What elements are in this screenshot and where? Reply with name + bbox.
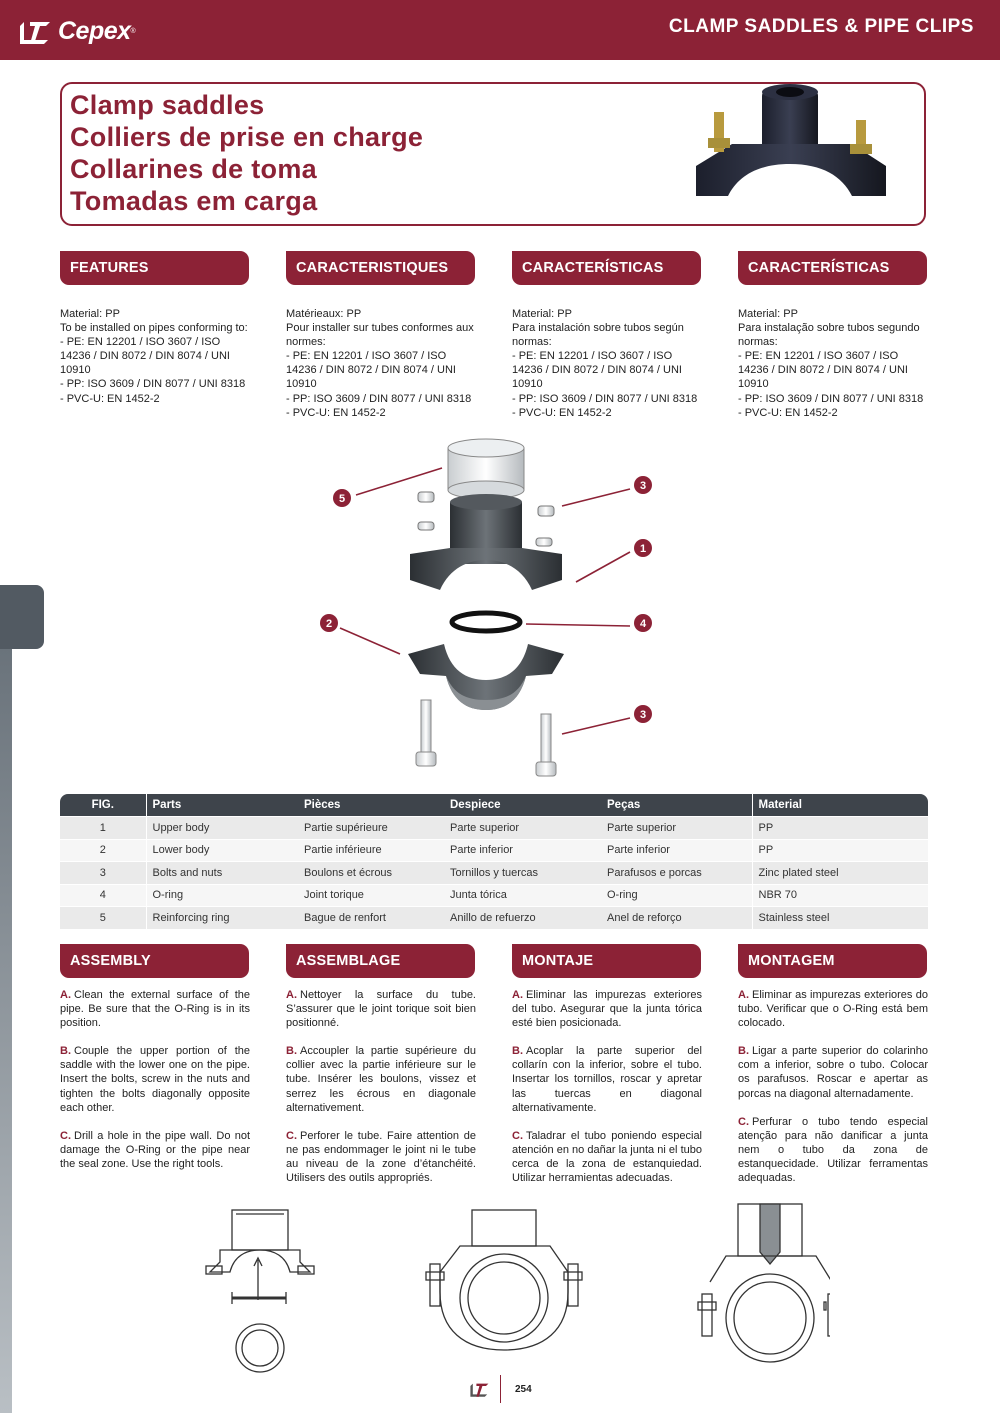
header-bar (0, 0, 1000, 60)
side-gradient-bar (0, 649, 12, 1413)
cell-part-es: Parte inferior (444, 839, 601, 862)
assembly-step-drawings (190, 1200, 830, 1380)
title-english: Clamp saddles (70, 90, 265, 120)
assembly-step-c (60, 1129, 250, 1171)
assembly-step-b (738, 1044, 928, 1100)
spec-line: - PE: EN 12201 / ISO 3607 / ISO 14236 / DIN 8072 / DIN 8074 / UNI 10910 (738, 350, 908, 391)
step-letter: B. (60, 1045, 71, 1058)
callout-3-lower (634, 705, 652, 723)
callout-label: 2 (325, 618, 333, 630)
step-text: Perfurar o tubo tendo especial atenção para não danificar a junta nem o tubo da zona de estanquecidade. Utilizar ferramentas adequadas. (738, 1115, 928, 1185)
spec-line: Para instalação sobre tubos segundo normas: (738, 322, 920, 349)
bolts (416, 700, 556, 776)
spec-line: Material: PP (60, 308, 120, 320)
assembly-heading-es: MONTAJE (512, 944, 701, 978)
callout-label: 3 (639, 480, 647, 492)
spec-line: Para instalación sobre tubos según normas: (512, 322, 684, 349)
step-text: Accoupler la partie supérieure du collier avec la partie inférieure sur le tube. Insérer les boulons, vissez et serrez les écrous en diagonale alternativement. (286, 1045, 476, 1114)
cell-fig: 1 (60, 817, 146, 840)
exploded-parts-diagram (300, 430, 700, 790)
cell-part-pt: Parte superior (601, 817, 752, 840)
title-portuguese: Tomadas em carga (70, 186, 318, 216)
table-row (60, 862, 928, 885)
title-spanish: Collarines de toma (70, 154, 317, 184)
cell-part-en: Lower body (146, 839, 298, 862)
col-header-material: Material (752, 794, 928, 817)
assembly-step-b (60, 1044, 250, 1114)
features-text-pt (738, 307, 928, 420)
cell-part-fr: Partie supérieure (298, 817, 444, 840)
col-header-pieces: Pièces (298, 794, 444, 817)
cell-part-fr: Bague de renfort (298, 907, 444, 929)
cell-part-es: Tornillos y tuercas (444, 862, 601, 885)
table-row (60, 839, 928, 862)
spec-line: Material: PP (738, 308, 798, 320)
spec-line: - PP: ISO 3609 / DIN 8077 / UNI 8318 (512, 392, 698, 405)
cell-material: PP (752, 817, 928, 840)
spec-line: Matérieaux: PP (286, 308, 362, 320)
assembly-text-fr (286, 988, 476, 1199)
title-french: Colliers de prise en charge (70, 122, 424, 152)
step-letter: A. (738, 989, 749, 1001)
assembly-heading-en: ASSEMBLY (60, 944, 249, 978)
features-text-es (512, 307, 702, 420)
title-box (60, 82, 926, 226)
assembly-heading-fr: ASSEMBLAGE (286, 944, 475, 978)
cell-material: PP (752, 839, 928, 862)
cell-material: NBR 70 (752, 884, 928, 907)
cell-part-en: Reinforcing ring (146, 907, 298, 929)
footer-divider (500, 1375, 501, 1403)
callout-label: 4 (639, 618, 647, 630)
brand-name: Cepex (58, 16, 131, 45)
callout-3-upper (634, 476, 652, 494)
cell-part-pt: Anel de reforço (601, 907, 752, 929)
assembly-step-a (286, 988, 476, 1030)
spec-line: - PP: ISO 3609 / DIN 8077 / UNI 8318 (286, 392, 472, 405)
cell-fig: 5 (60, 907, 146, 929)
callout-label: 5 (338, 493, 346, 505)
step-letter: C. (60, 1129, 71, 1142)
cell-part-en: Bolts and nuts (146, 862, 298, 885)
assembly-step-b (512, 1044, 702, 1114)
features-heading-pt: CARACTERÍSTICAS (738, 251, 927, 285)
cell-material: Zinc plated steel (752, 862, 928, 885)
col-header-pecas: Peças (601, 794, 752, 817)
callout-4 (634, 614, 652, 632)
spec-line: - PE: EN 12201 / ISO 3607 / ISO 14236 / DIN 8072 / DIN 8074 / UNI 10910 (60, 336, 230, 377)
assembly-step-a (738, 988, 928, 1030)
assembly-step-c (738, 1115, 928, 1185)
cell-part-fr: Joint torique (298, 884, 444, 907)
spec-line: - PVC-U: EN 1452-2 (60, 392, 160, 405)
assembly-step-b (286, 1044, 476, 1114)
assembly-step-a (512, 988, 702, 1030)
features-text-fr (286, 307, 476, 420)
spec-line: - PVC-U: EN 1452-2 (738, 406, 838, 419)
parts-table (60, 794, 928, 929)
step-text: Eliminar as impurezas exteriores do tubo. Verificar que o O-Ring está bem colocado. (738, 989, 928, 1030)
step-text: Acoplar la parte superior del collarín con la inferior, sobre el tubo. Insertar los tornillos, roscar y apretar las tuercas en diagonal alternativamente. (512, 1045, 702, 1114)
step-letter: B. (512, 1045, 523, 1058)
features-heading-fr: CARACTERISTIQUES (286, 251, 475, 285)
step-text: Couple the upper portion of the saddle with the lower one on the pipe. Insert the bolts, screw in the nuts and tighten the bolts diagonally opposite each other. (60, 1045, 250, 1114)
col-header-parts: Parts (146, 794, 298, 817)
spec-line: Pour installer sur tubes conformes aux normes: (286, 322, 474, 349)
step-c-drawing (698, 1204, 830, 1362)
step-b-drawing (426, 1210, 582, 1350)
step-a-drawing (206, 1210, 314, 1372)
step-text: Clean the external surface of the pipe. Be sure that the O-Ring is in its position. (60, 989, 250, 1030)
section-title: CLAMP SADDLES & PIPE CLIPS (668, 16, 974, 37)
assembly-step-c (512, 1129, 702, 1185)
cepex-logo (18, 16, 136, 46)
callout-label: 3 (639, 709, 647, 721)
step-text: Ligar a parte superior do colarinho com a inferior, sobre o tubo. Colocar os parafusos. Roscar e apertar as porcas na diagonal alternadamente. (738, 1045, 928, 1100)
callout-label: 1 (639, 543, 647, 555)
cell-fig: 4 (60, 884, 146, 907)
spec-line: - PE: EN 12201 / ISO 3607 / ISO 14236 / DIN 8072 / DIN 8074 / UNI 10910 (512, 350, 682, 391)
table-row (60, 817, 928, 840)
step-text: Eliminar las impurezas exteriores del tubo. Asegurar que la junta tórica esté bien posicionada. (512, 989, 702, 1030)
assembly-heading-pt: MONTAGEM (738, 944, 927, 978)
spec-line: Material: PP (512, 308, 572, 320)
step-letter: C. (738, 1115, 749, 1128)
cell-part-es: Parte superior (444, 817, 601, 840)
spec-line: - PVC-U: EN 1452-2 (512, 406, 612, 419)
assembly-text-pt (738, 988, 928, 1199)
step-text: Nettoyer la surface du tube. S’assurer que le joint torique soit bien positionné. (286, 989, 476, 1030)
callout-1 (634, 539, 652, 557)
callout-5 (333, 489, 351, 507)
step-text: Taladrar el tubo poniendo especial atención en no dañar la junta ni el tubo cerca de la zona de estanquiedad. Utilizar herramientas adecuadas. (512, 1129, 702, 1185)
step-letter: B. (286, 1045, 297, 1058)
step-letter: B. (738, 1045, 749, 1058)
assembly-text-en (60, 988, 250, 1185)
col-header-despiece: Despiece (444, 794, 601, 817)
features-heading-es: CARACTERÍSTICAS (512, 251, 701, 285)
cell-part-es: Anillo de refuerzo (444, 907, 601, 929)
step-text: Drill a hole in the pipe wall. Do not damage the O-Ring or the pipe near the seal zone. Use the right tools. (60, 1129, 250, 1170)
cell-part-pt: O-ring (601, 884, 752, 907)
cell-part-es: Junta tórica (444, 884, 601, 907)
cell-material: Stainless steel (752, 907, 928, 929)
cell-part-pt: Parafusos e porcas (601, 862, 752, 885)
table-row (60, 884, 928, 907)
features-text-en (60, 307, 250, 406)
cell-fig: 2 (60, 839, 146, 862)
step-letter: A. (286, 989, 297, 1001)
spec-line: - PE: EN 12201 / ISO 3607 / ISO 14236 / DIN 8072 / DIN 8074 / UNI 10910 (286, 350, 456, 391)
step-letter: A. (60, 989, 71, 1001)
cell-part-fr: Partie inférieure (298, 839, 444, 862)
step-text: Perforer le tube. Faire attention de ne pas endommager le joint ni le tube au niveau de la zone d’étanchéité. Utilisers des outils appropriés. (286, 1129, 476, 1185)
cell-part-fr: Boulons et écrous (298, 862, 444, 885)
table-row (60, 907, 928, 929)
spec-line: - PP: ISO 3609 / DIN 8077 / UNI 8318 (738, 392, 924, 405)
features-heading-en: FEATURES (60, 251, 249, 285)
cepex-logo-icon (18, 16, 54, 46)
o-ring (452, 613, 520, 631)
cell-part-pt: Parte inferior (601, 839, 752, 862)
brand-registered-mark: ® (130, 27, 136, 35)
spec-line: To be installed on pipes conforming to: (60, 322, 248, 335)
step-letter: C. (512, 1129, 523, 1142)
assembly-step-a (60, 988, 250, 1030)
spec-line: - PVC-U: EN 1452-2 (286, 406, 386, 419)
page-number: 254 (515, 1383, 532, 1395)
callout-2 (320, 614, 338, 632)
cell-fig: 3 (60, 862, 146, 885)
cell-part-en: Upper body (146, 817, 298, 840)
reinforcing-ring (448, 439, 524, 499)
assembly-text-es (512, 988, 702, 1199)
clamp-saddle-photo (692, 84, 892, 224)
page-footer (468, 1375, 532, 1403)
cepex-footer-icon (468, 1380, 492, 1398)
step-letter: C. (286, 1129, 297, 1142)
cell-part-en: O-ring (146, 884, 298, 907)
col-header-fig: FIG. (60, 794, 146, 817)
side-tab (0, 585, 44, 649)
step-letter: A. (512, 989, 523, 1001)
spec-line: - PP: ISO 3609 / DIN 8077 / UNI 8318 (60, 378, 246, 391)
table-header-row (60, 794, 928, 817)
assembly-step-c (286, 1129, 476, 1185)
